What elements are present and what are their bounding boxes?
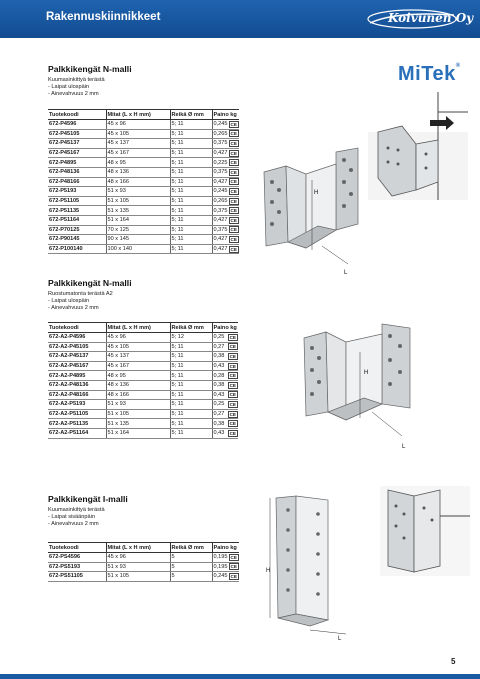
ce-mark-cell	[228, 361, 238, 371]
section-n-model-galvanized	[48, 64, 248, 99]
table-cell: 672-A2-P4596	[48, 333, 106, 343]
length-label: L	[402, 444, 406, 450]
table-cell: 0,225	[213, 159, 228, 166]
table-cell: 5; 11	[170, 352, 212, 362]
table-cell: 90 x 145	[106, 235, 170, 245]
ce-mark: CE	[230, 236, 237, 242]
table-cell: 100 x 140	[106, 244, 170, 254]
ce-mark: CE	[230, 554, 237, 560]
ce-mark: CE	[230, 140, 237, 146]
table-cell: 0,427	[213, 246, 228, 253]
table-row	[48, 380, 238, 390]
table-cell: 45 x 96	[106, 120, 170, 130]
ce-mark-cell	[228, 428, 238, 438]
column-header: Paino kg	[212, 110, 239, 120]
column-header: Mitat (L x H mm)	[106, 110, 170, 120]
table-cell: 672-A2-P51164	[48, 428, 106, 438]
table-row	[48, 139, 239, 149]
ce-mark: CE	[229, 363, 236, 369]
table-row	[48, 371, 238, 381]
ce-mark: CE	[230, 150, 237, 156]
ce-mark: CE	[230, 227, 237, 233]
mitek-logo: MiTek®	[398, 63, 461, 85]
table-cell: 5; 11	[170, 428, 212, 438]
ce-mark-cell	[228, 371, 238, 381]
ce-mark: CE	[230, 169, 237, 175]
table-cell: 48 x 136	[106, 380, 170, 390]
table-cell: 5; 11	[170, 139, 212, 149]
table-cell: 0,245	[213, 573, 228, 580]
table-cell: 672-P51135	[48, 206, 106, 216]
ce-mark: CE	[230, 564, 237, 570]
ce-mark: CE	[229, 401, 236, 407]
ce-mark-cell	[229, 225, 239, 235]
ce-mark: CE	[230, 198, 237, 204]
ce-mark-cell	[229, 139, 239, 149]
header-bar	[0, 0, 480, 38]
section-desc-line: Ruostumatonta terästä A2	[48, 291, 113, 297]
table-cell: 51 x 135	[106, 206, 170, 216]
table-cell: 48 x 166	[106, 390, 170, 400]
table-cell: 672-PS5193	[48, 562, 106, 572]
table-cell: 0,427	[213, 236, 228, 243]
table-cell: 5; 12	[170, 333, 212, 343]
table-cell: 672-A2-P48166	[48, 390, 106, 400]
column-header: Reikä Ø mm	[170, 543, 212, 553]
ce-mark-cell	[229, 562, 239, 572]
table-cell: 0,43	[212, 428, 228, 438]
ce-mark-cell	[228, 419, 238, 429]
table-cell: 45 x 167	[106, 148, 170, 158]
table-cell: 51 x 164	[106, 215, 170, 225]
table-cell: 5; 11	[170, 215, 212, 225]
table-cell: 5; 11	[170, 206, 212, 216]
table-row	[48, 361, 238, 371]
table-cell: 672-P4596	[48, 120, 106, 130]
table-cell: 5; 11	[170, 177, 212, 187]
column-header: Tuotekoodi	[48, 543, 106, 553]
ce-mark-cell	[228, 409, 238, 419]
ce-mark-cell	[229, 553, 239, 563]
table-row	[48, 225, 239, 235]
mitek-logo-text: MiTek	[398, 63, 456, 85]
ce-mark: CE	[229, 382, 236, 388]
i-model-hanger-illustration	[266, 494, 362, 642]
table-cell: 45 x 96	[106, 333, 170, 343]
table-cell: 48 x 95	[106, 371, 170, 381]
table-cell: 5; 11	[170, 400, 212, 410]
ce-mark-cell	[229, 148, 239, 158]
ce-mark: CE	[230, 573, 237, 579]
height-label: H	[266, 568, 271, 574]
table-cell: 45 x 105	[106, 129, 170, 139]
column-header: Tuotekoodi	[48, 110, 106, 120]
table-cell: 0,245	[213, 188, 228, 195]
ce-mark-cell	[229, 158, 239, 168]
column-header: Paino kg	[212, 543, 239, 553]
length-label: L	[338, 636, 342, 642]
table-cell: 0,38	[212, 352, 228, 362]
table-cell: 51 x 105	[106, 572, 170, 582]
table-cell: 48 x 166	[106, 177, 170, 187]
table-row	[48, 158, 239, 168]
table-cell: 51 x 105	[106, 409, 170, 419]
table-cell: 5	[170, 572, 212, 582]
table-cell: 672-A2-P51105	[48, 409, 106, 419]
table-cell: 5; 11	[170, 158, 212, 168]
table-row	[48, 409, 238, 419]
column-header: Paino kg	[213, 324, 237, 331]
table-cell: 5; 11	[170, 120, 212, 130]
table-row	[48, 333, 238, 343]
table-cell: 0,25	[212, 400, 228, 410]
table-cell: 0,38	[212, 419, 228, 429]
table-cell: 672-P90145	[48, 235, 106, 245]
table-cell: 5; 11	[170, 342, 212, 352]
section-desc-line: - Laipat sisäänpäin	[48, 514, 95, 521]
ce-mark: CE	[229, 344, 236, 350]
table-cell: 0,25	[212, 333, 228, 343]
table-cell: 5; 11	[170, 244, 212, 254]
table-cell: 672-P45167	[48, 148, 106, 158]
koivunen-logo	[366, 7, 474, 31]
table-cell: 672-P5193	[48, 187, 106, 197]
ce-mark-cell	[228, 342, 238, 352]
table-cell: 0,427	[213, 217, 228, 224]
table-row	[48, 572, 239, 582]
table-cell: 0,38	[212, 380, 228, 390]
table-cell: 5; 11	[170, 361, 212, 371]
table-cell: 51 x 93	[106, 187, 170, 197]
column-header: Reikä Ø mm	[170, 323, 212, 333]
table-cell: 0,375	[213, 207, 228, 214]
table-cell: 672-PS51105	[48, 572, 106, 582]
table-cell: 48 x 95	[106, 158, 170, 168]
table-cell: 5; 11	[170, 390, 212, 400]
table-cell: 672-P48136	[48, 167, 106, 177]
table-cell: 672-P48166	[48, 177, 106, 187]
i-model-installation-illustration	[380, 486, 470, 576]
spec-table	[48, 542, 239, 582]
installation-detail-illustration	[368, 92, 468, 200]
section-desc-line: - Ainevahvuus 2 mm	[48, 91, 99, 98]
table-cell: 51 x 105	[106, 196, 170, 206]
table-cell: 0,43	[212, 390, 228, 400]
table-row	[48, 390, 238, 400]
table-cell: 45 x 167	[106, 361, 170, 371]
table-row	[48, 244, 239, 254]
page-header-title: Rakennuskiinnikkeet	[46, 11, 161, 23]
table-cell: 45 x 105	[106, 342, 170, 352]
table-cell: 51 x 93	[106, 562, 170, 572]
table-row	[48, 419, 238, 429]
table-cell: 5; 11	[170, 419, 212, 429]
table-row	[48, 235, 239, 245]
section-desc-line: - Laipat ulospäin	[48, 298, 90, 305]
ce-mark: CE	[230, 179, 237, 185]
table-cell: 5; 11	[170, 225, 212, 235]
table-row	[48, 342, 238, 352]
table-cell: 672-A2-P51135	[48, 419, 106, 429]
table-cell: 5	[170, 562, 212, 572]
spec-table	[48, 109, 239, 254]
table-cell: 0,427	[213, 178, 228, 185]
table-cell: 5; 11	[170, 409, 212, 419]
section-title: Palkkikengät N-malli	[48, 278, 132, 288]
table-cell: 672-A2-P45105	[48, 342, 106, 352]
n-model-hanger-illustration	[262, 146, 378, 278]
table-cell: 672-P51105	[48, 196, 106, 206]
ce-mark: CE	[229, 392, 236, 398]
table-cell: 0,195	[213, 563, 228, 570]
table-row	[48, 167, 239, 177]
ce-mark-cell	[228, 333, 238, 343]
table-cell: 48 x 136	[106, 167, 170, 177]
column-header: Mitat (L x H mm)	[106, 323, 170, 333]
table-cell: 672-P51164	[48, 215, 106, 225]
spec-table	[48, 322, 238, 439]
ce-mark: CE	[229, 334, 236, 340]
table-cell: 672-P4895	[48, 158, 106, 168]
ce-mark-cell	[229, 129, 239, 139]
table-row	[48, 129, 239, 139]
section-desc-line: - Ainevahvuus 2 mm	[48, 521, 99, 528]
table-header-row	[48, 323, 238, 333]
table-cell: 0,27	[212, 409, 228, 419]
ce-mark: CE	[230, 188, 237, 194]
ce-mark-cell	[228, 400, 238, 410]
table-cell: 5; 11	[170, 129, 212, 139]
table-cell: 0,28	[212, 371, 228, 381]
table-row	[48, 352, 238, 362]
table-cell: 0,265	[213, 130, 228, 137]
ce-mark-cell	[229, 215, 239, 225]
table-cell: 0,427	[213, 150, 228, 157]
ce-mark-cell	[229, 572, 239, 582]
table-header-row	[48, 543, 239, 553]
ce-mark: CE	[230, 217, 237, 223]
table-cell: 672-PS4596	[48, 553, 106, 563]
table-cell: 0,195	[213, 554, 228, 561]
table-cell: 5; 11	[170, 371, 212, 381]
table-row	[48, 196, 239, 206]
table-cell: 0,265	[213, 198, 228, 205]
table-cell: 45 x 137	[106, 352, 170, 362]
table-cell: 672-A2-P45167	[48, 361, 106, 371]
table-cell: 5	[170, 553, 212, 563]
ce-mark-cell	[229, 206, 239, 216]
ce-mark: CE	[229, 373, 236, 379]
ce-mark: CE	[230, 208, 237, 214]
section-desc-line: Kuumasinkittyä terästä	[48, 77, 105, 83]
ce-mark: CE	[229, 411, 236, 417]
table-cell: 672-A2-P48136	[48, 380, 106, 390]
footer-bar	[0, 674, 480, 679]
ce-mark-cell	[229, 177, 239, 187]
ce-mark-cell	[228, 380, 238, 390]
column-header: Mitat (L x H mm)	[106, 543, 170, 553]
table-row	[48, 206, 239, 216]
ce-mark-cell	[229, 235, 239, 245]
table-row	[48, 215, 239, 225]
table-cell: 70 x 125	[106, 225, 170, 235]
height-label: H	[364, 370, 369, 376]
table-row	[48, 562, 239, 572]
table-cell: 51 x 93	[106, 400, 170, 410]
table-cell: 672-A2-P5193	[48, 400, 106, 410]
column-header: Tuotekoodi	[48, 323, 106, 333]
ce-mark: CE	[230, 160, 237, 166]
table-cell: 672-A2-P45137	[48, 352, 106, 362]
table-cell: 672-A2-P4895	[48, 371, 106, 381]
length-label: L	[344, 270, 348, 276]
table-cell: 5; 11	[170, 148, 212, 158]
ce-mark: CE	[229, 430, 236, 436]
table-cell: 45 x 137	[106, 139, 170, 149]
table-cell: 45 x 96	[106, 553, 170, 563]
table-cell: 0,43	[212, 361, 228, 371]
section-n-model-stainless	[48, 278, 248, 313]
table-row	[48, 120, 239, 130]
n-model-stainless-hanger-illustration	[302, 322, 420, 462]
table-cell: 5; 11	[170, 187, 212, 197]
section-i-model-galvanized	[48, 494, 248, 529]
table-row	[48, 428, 238, 438]
section-title: Palkkikengät I-malli	[48, 494, 128, 504]
section-desc-line: Kuumasinkittyä terästä	[48, 507, 105, 513]
table-row	[48, 553, 239, 563]
ce-mark-cell	[229, 244, 239, 254]
table-cell: 0,375	[213, 226, 228, 233]
section-desc-line: - Ainevahvuus 2 mm	[48, 305, 99, 312]
table-cell: 0,375	[213, 140, 228, 147]
ce-mark-cell	[228, 390, 238, 400]
ce-mark: CE	[230, 121, 237, 127]
table-row	[48, 187, 239, 197]
page-number: 5	[451, 657, 456, 666]
ce-mark-cell	[229, 196, 239, 206]
table-cell: 672-P45137	[48, 139, 106, 149]
table-cell: 0,375	[213, 169, 228, 176]
table-row	[48, 400, 238, 410]
table-cell: 672-P45105	[48, 129, 106, 139]
ce-mark: CE	[230, 131, 237, 137]
table-cell: 0,245	[213, 121, 228, 128]
ce-mark: CE	[229, 421, 236, 427]
table-row	[48, 177, 239, 187]
height-label: H	[314, 190, 319, 196]
brand-name: Koivunen Oy	[388, 11, 474, 25]
ce-mark-cell	[229, 167, 239, 177]
table-cell: 0,27	[212, 342, 228, 352]
ce-mark: CE	[230, 246, 237, 252]
table-cell: 5; 11	[170, 196, 212, 206]
ce-mark: CE	[229, 353, 236, 359]
ce-mark-cell	[229, 120, 239, 130]
ce-mark-cell	[229, 187, 239, 197]
table-cell: 672-P70125	[48, 225, 106, 235]
column-header: Reikä Ø mm	[170, 110, 212, 120]
table-cell: 51 x 164	[106, 428, 170, 438]
table-cell: 5; 11	[170, 167, 212, 177]
table-cell: 5; 11	[170, 380, 212, 390]
table-cell: 5; 11	[170, 235, 212, 245]
table-cell: 51 x 135	[106, 419, 170, 429]
ce-mark-cell	[228, 352, 238, 362]
section-title: Palkkikengät N-malli	[48, 64, 132, 74]
table-header-row	[48, 110, 239, 120]
table-row	[48, 148, 239, 158]
section-desc-line: - Laipat ulospäin	[48, 84, 90, 91]
table-cell: 672-P100140	[48, 244, 106, 254]
